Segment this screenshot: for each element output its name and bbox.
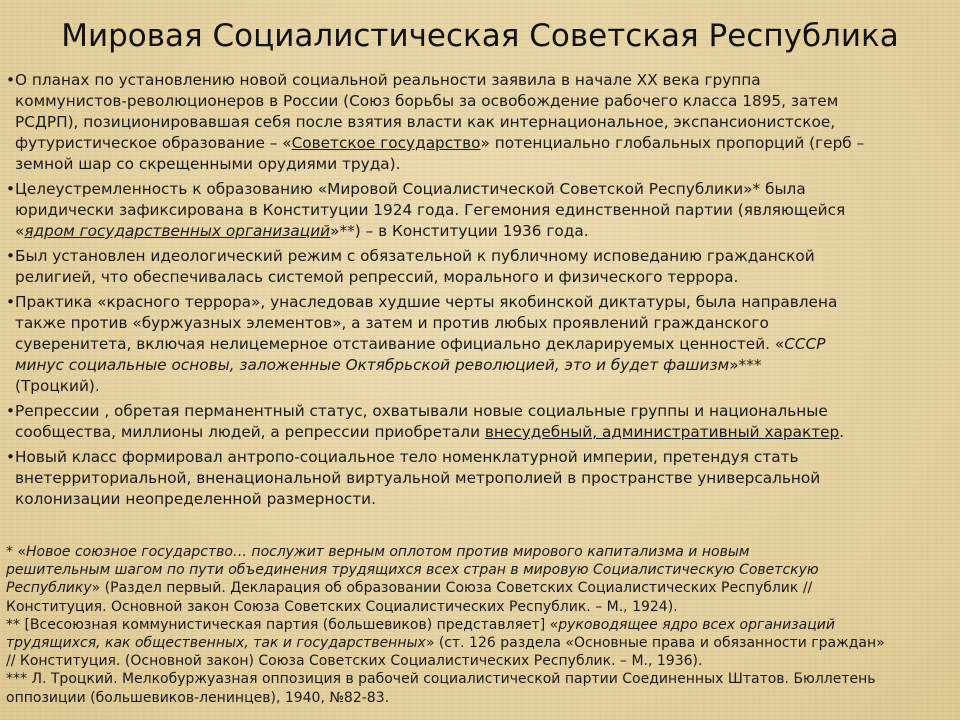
italic-quote: минус социальные основы, заложенные Октябрьской революцией, это и будет фашизм <box>15 356 730 374</box>
footnote-line <box>6 689 956 707</box>
text-line <box>15 70 956 91</box>
footnote-line <box>6 652 956 670</box>
bullet-list <box>6 70 956 514</box>
text-segment: »*** <box>729 356 762 374</box>
text-line <box>15 376 956 397</box>
italic-quote: Новое союзное государство… послужит верным оплотом против мирового капитализма и новым <box>26 544 750 560</box>
text-line <box>15 221 956 242</box>
text-segment: Был установлен идеологический режим с обязательной к публичному исповеданию гражданской <box>15 247 815 265</box>
text-segment: юридически зафиксирована в Конституции 1924 года. Гегемония единственной партии (являющейся <box>15 201 846 219</box>
bullet-marker: • <box>6 402 16 420</box>
text-segment: суверенитета, включая нелицемерное отстаивание официально декларируемых ценностей. « <box>15 335 785 353</box>
text-segment: Репрессии , обретая перманентный статус, охватывали новые социальные группы и национальные <box>15 402 828 420</box>
text-line <box>15 179 956 200</box>
text-line <box>15 313 956 334</box>
text-segment: земной шар со скрещенными орудиями труда). <box>15 155 401 173</box>
bullet-item <box>6 447 956 510</box>
text-segment: О планах по установлению новой социальной реальности заявила в начале ХХ века группа <box>15 71 761 89</box>
text-segment: « <box>15 222 25 240</box>
footnote-line <box>6 561 956 579</box>
text-segment: » (ст. 126 раздела «Основные права и обязанности граждан» <box>425 635 885 652</box>
text-line <box>15 468 956 489</box>
text-line <box>15 334 956 355</box>
bullet-item <box>6 292 956 397</box>
text-segment: Новый класс формировал антропо-социальное тело номенклатурной империи, претендуя стать <box>15 448 799 466</box>
text-segment: . <box>839 423 845 441</box>
footnote-line <box>6 634 956 652</box>
text-segment: // Конституция. (Основной закон) Союза Советских Социалистических Республик. – М., 1936). <box>6 653 703 670</box>
text-line <box>15 489 956 510</box>
footnote-line <box>6 579 956 597</box>
text-line <box>15 292 956 313</box>
text-segment: футуристическое образование – « <box>15 134 292 152</box>
footnote-line <box>6 543 956 561</box>
italic-quote: Республику <box>6 580 92 597</box>
text-line <box>15 422 956 443</box>
slide-title: Мировая Социалистическая Советская Республика <box>61 18 899 54</box>
text-segment: колонизации неопределенной размерности. <box>15 490 376 508</box>
bullet-item <box>6 70 956 175</box>
bullet-marker: • <box>6 448 16 466</box>
text-segment: Конституция. Основной закон Союза Советских Социалистических Республик. – М., 1924). <box>6 598 678 615</box>
text-line <box>15 267 956 288</box>
text-segment: » потенциально глобальных пропорций (герб – <box>480 134 865 152</box>
text-segment: * « <box>6 544 27 560</box>
text-line <box>15 200 956 221</box>
footnote-line <box>6 670 956 688</box>
underlined-term-soviet-state: Советское государство <box>291 134 481 152</box>
text-line <box>15 401 956 422</box>
text-segment: также против «буржуазных элементов», а затем и против любых проявлений гражданского <box>15 314 769 332</box>
bullet-marker: • <box>6 247 16 265</box>
text-segment: Практика «красного террора», унаследовав худшие черты якобинской диктатуры, была направлена <box>15 293 838 311</box>
text-segment: *** Л. Троцкий. Мелкобуржуазная оппозиция в рабочей социалистической партии Соединенных Штатов. Бюллетень <box>6 671 876 688</box>
italic-quote: трудящихся, как общественных, так и государственных <box>6 635 426 652</box>
text-segment: коммунистов-революционеров в России (Союз борьбы за освобождение рабочего класса 1895, затем <box>15 92 839 110</box>
text-segment: » (Раздел первый. Декларация об образовании Союза Советских Социалистических Республик // <box>91 580 813 597</box>
text-segment: »**) – в Конституции 1936 года. <box>330 222 589 240</box>
text-line <box>15 355 956 376</box>
bullet-marker: • <box>6 71 16 89</box>
bullet-item <box>6 401 956 443</box>
text-segment: религией, что обеспечивалась системой репрессий, морального и физического террора. <box>15 268 739 286</box>
text-segment: ** [Всесоюзная коммунистическая партия (большевиков) представляет] « <box>6 616 559 633</box>
underlined-italic-term: ядром государственных организаций <box>24 222 331 240</box>
bullet-item <box>6 246 956 288</box>
italic-quote: СССР <box>784 335 826 353</box>
text-segment: внетерриториальной, вненациональной виртуальной метрополией в пространстве универсальной <box>15 469 821 487</box>
text-line <box>15 91 956 112</box>
text-line <box>15 112 956 133</box>
footnote-line <box>6 598 956 616</box>
text-segment: РСДРП), позиционировавшая себя после взятия власти как интернациональное, экспансионистское, <box>15 113 836 131</box>
bullet-item <box>6 179 956 242</box>
text-segment: (Троцкий). <box>15 377 100 395</box>
text-line <box>15 133 956 154</box>
text-segment: сообщества, миллионы людей, а репрессии приобретали <box>15 423 485 441</box>
text-segment: Целеустремленность к образованию «Мировой Социалистической Советской Республики»* была <box>15 180 806 198</box>
italic-quote: решительным шагом по пути объединения трудящихся всех стран в мировую Социалистическую Советскую <box>6 562 819 579</box>
bullet-marker: • <box>6 293 16 311</box>
footnotes <box>6 543 956 707</box>
text-line <box>15 447 956 468</box>
text-line <box>15 154 956 175</box>
footnote-line <box>6 616 956 634</box>
bullet-marker: • <box>6 180 16 198</box>
underlined-term: внесудебный, административный характер <box>484 423 840 441</box>
text-line <box>15 246 956 267</box>
text-segment: оппозиции (большевиков-ленинцев), 1940, №82-83. <box>6 689 390 706</box>
italic-quote: руководящее ядро всех организаций <box>558 616 835 633</box>
